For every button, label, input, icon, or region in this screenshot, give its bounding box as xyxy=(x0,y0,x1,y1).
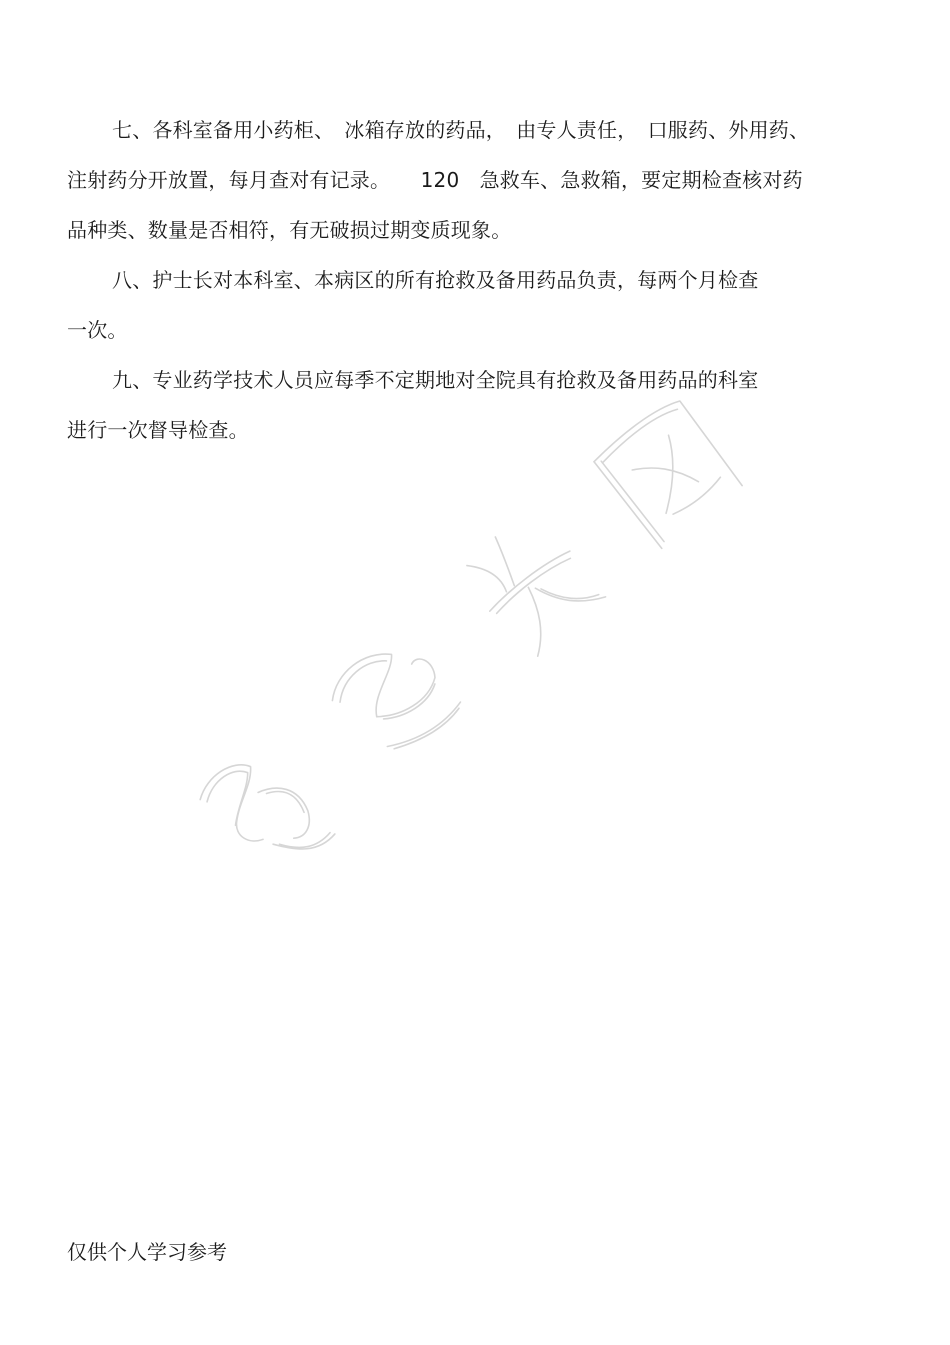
watermark-glyph-1 xyxy=(194,740,335,887)
paragraph-7-line-2: 注射药分开放置，每月查对有记录。 120 急救车、急救箱，要定期检查核对药 xyxy=(67,168,803,192)
footer-note: 仅供个人学习参考 xyxy=(67,1240,227,1264)
watermark-graphic xyxy=(160,400,800,960)
paragraph-8-line-1: 八、护士长对本科室、本病区的所有抢救及备用药品负责，每两个月检查 xyxy=(112,268,759,292)
paragraph-8-line-2: 一次。 xyxy=(67,318,128,342)
paragraph-7-line-3: 品种类、数量是否相符，有无破损过期变质现象。 xyxy=(67,218,512,242)
watermark-glyph-2 xyxy=(323,627,465,769)
paragraph-7-line-1: 七、各科室备用小药柜、 冰箱存放的药品， 由专人责任， 口服药、外用药、 xyxy=(112,118,810,142)
watermark-glyph-3 xyxy=(456,506,609,662)
paragraph-9-line-1: 九、专业药学技术人员应每季不定期地对全院具有抢救及备用药品的科室 xyxy=(112,368,759,392)
watermark-glyph-4 xyxy=(592,400,744,548)
paragraph-9-line-2: 进行一次督导检查。 xyxy=(67,418,249,442)
